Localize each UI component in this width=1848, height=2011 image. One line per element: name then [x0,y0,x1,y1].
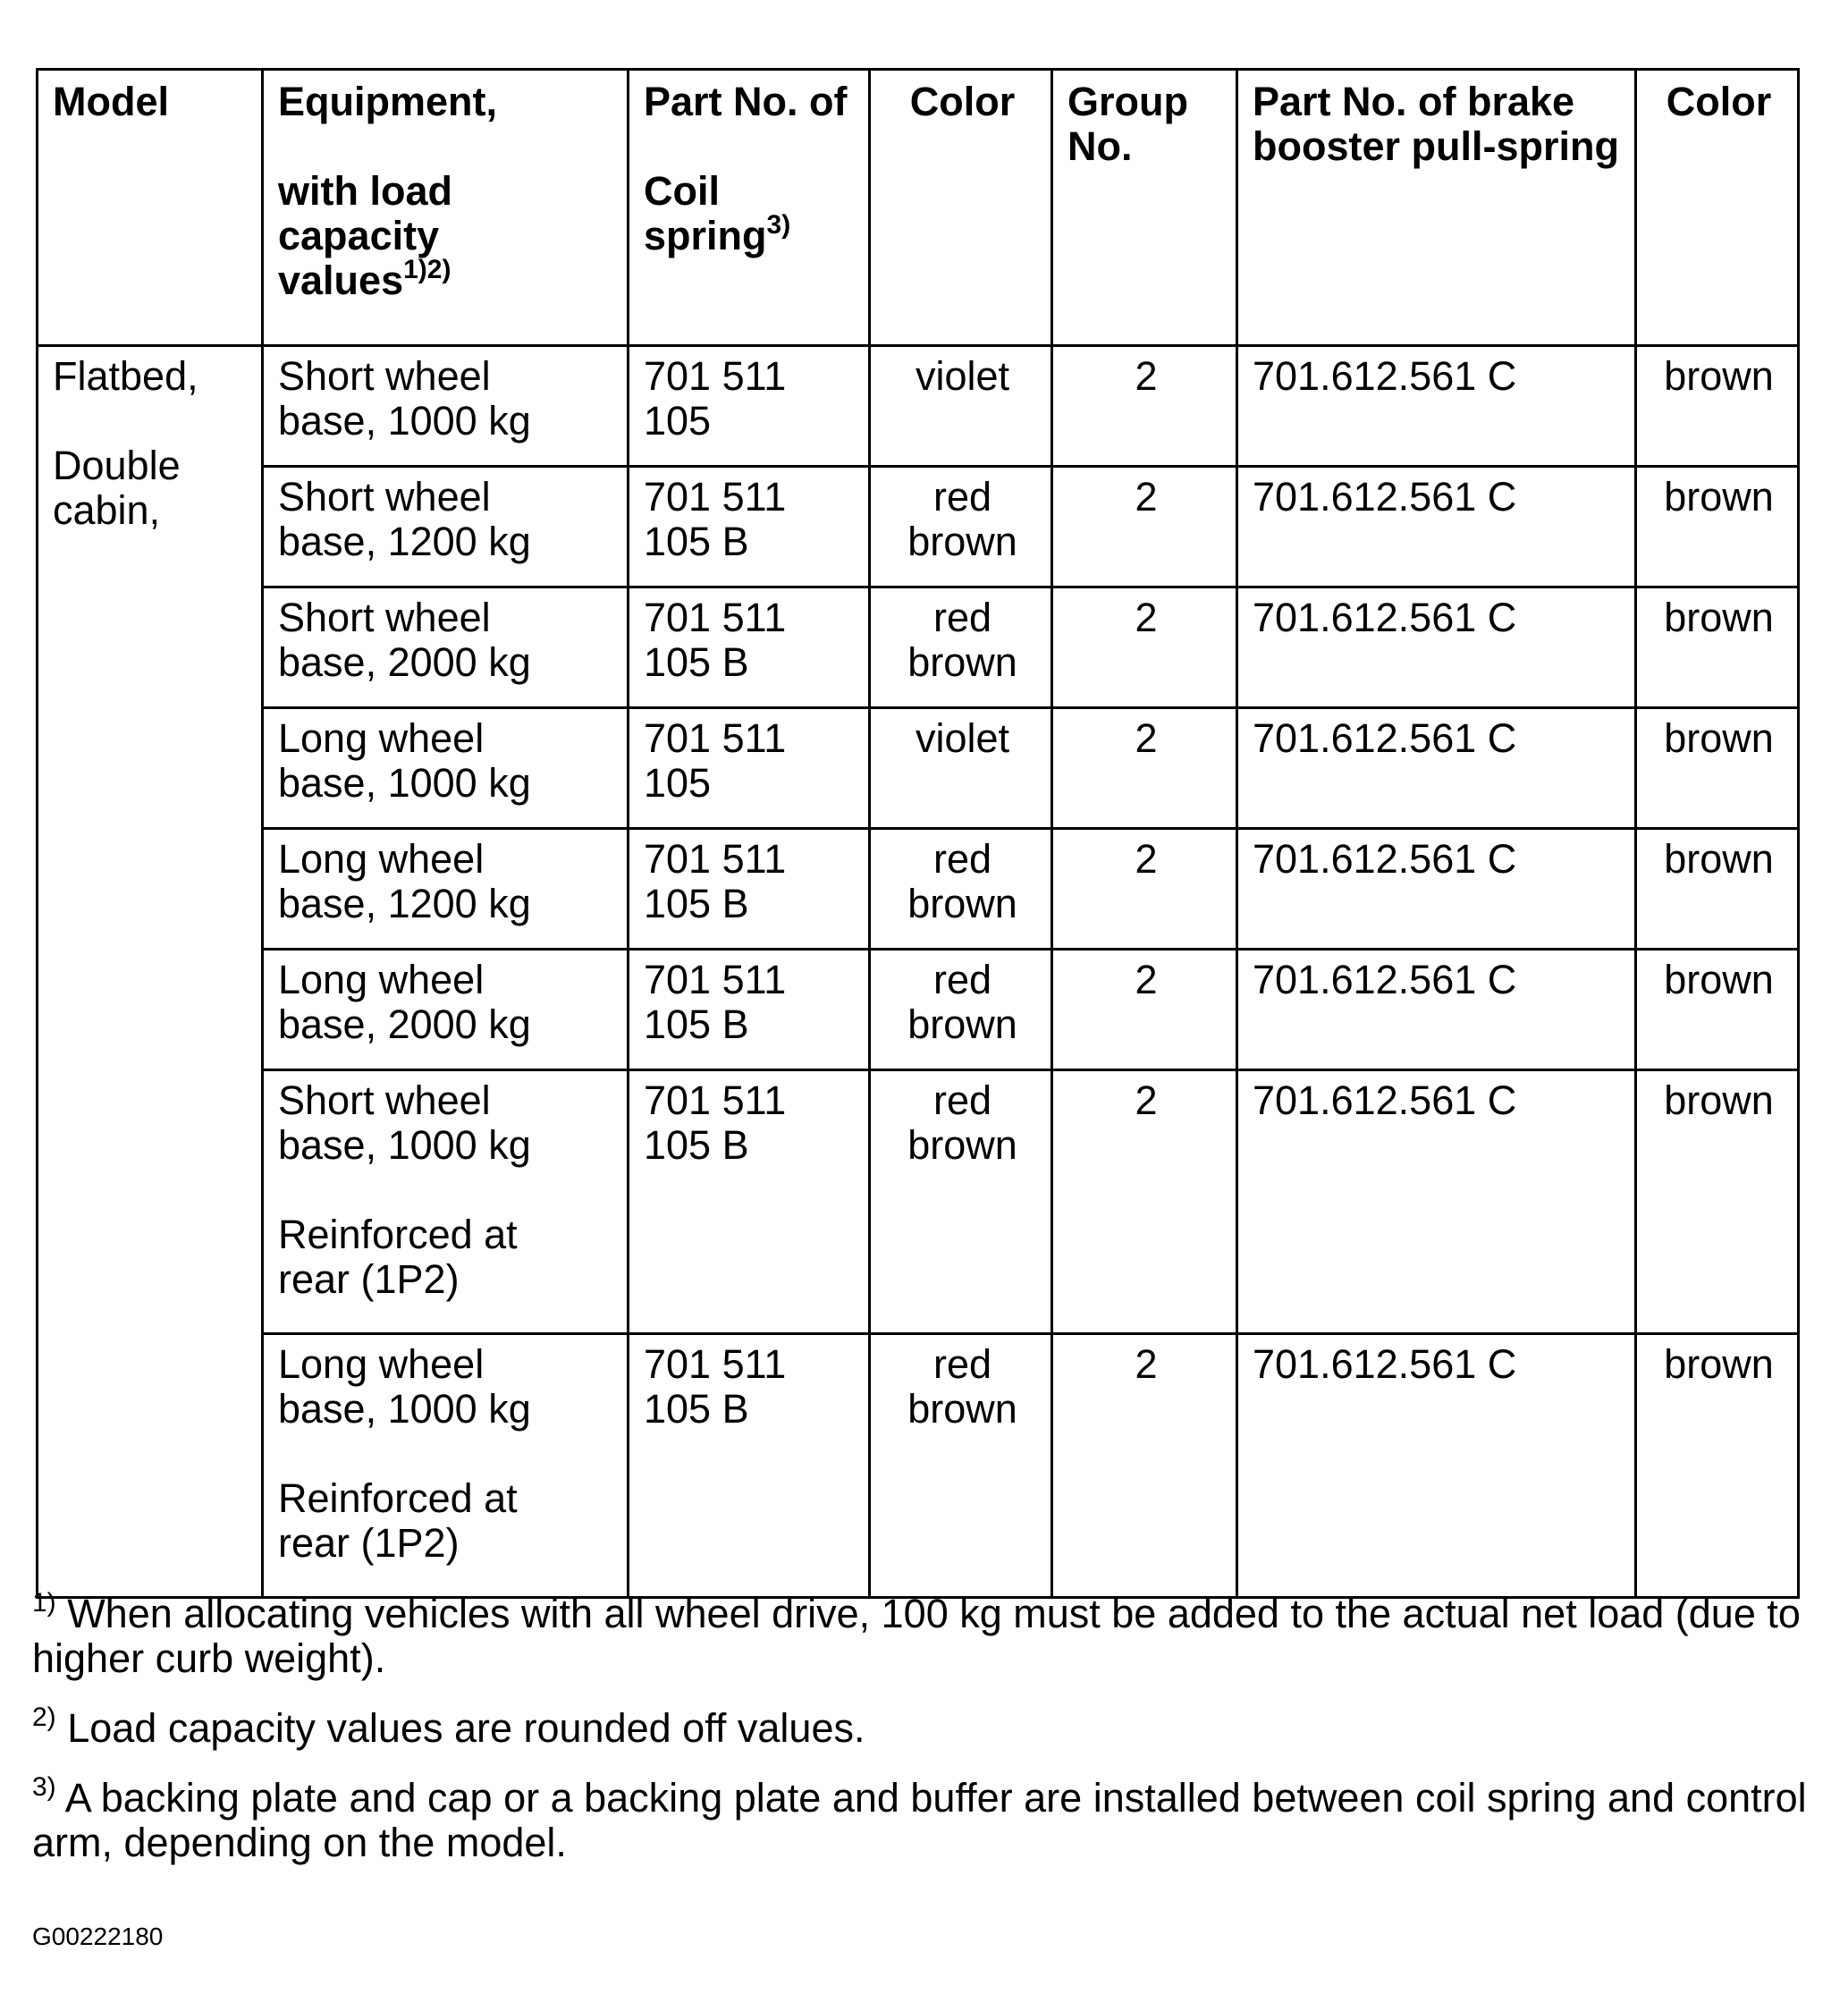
footnote-2-mark: 2) [32,1703,56,1732]
group-cell: 2 [1052,587,1237,708]
equipment-cell: Short wheel base, 1200 kg [263,467,629,587]
equipment-cell: Long wheel base, 1000 kg [263,708,629,829]
table-row [38,587,1799,708]
color2-cell: brown [1636,708,1799,829]
coil-spring-table [36,68,1800,1599]
header-group-label: Group No. [1067,79,1188,169]
part-cell: 701 511 105 [629,708,870,829]
group-cell: 2 [1052,1070,1237,1334]
color2-cell: brown [1636,950,1799,1070]
brake-part-cell: 701.612.561 C [1237,346,1636,467]
part-cell: 701 511 105 B [629,829,870,950]
brake-part-cell: 701.612.561 C [1237,1070,1636,1334]
table-row [38,346,1799,467]
model-line-1: Flatbed, [53,353,198,399]
footnote-3-mark: 3) [32,1772,56,1802]
equipment-cell: Long wheel base, 2000 kg [263,950,629,1070]
model-line-2: Double cabin, [53,443,181,533]
header-equipment-label: Equipment, [278,79,497,124]
figure-id: G00222180 [32,1922,164,1950]
table-row [38,467,1799,587]
header-color2-label: Color [1666,79,1772,124]
footnote-1-mark: 1) [32,1588,56,1618]
header-equipment [263,70,629,346]
color-cell: red brown [870,1070,1052,1334]
color-cell: red brown [870,950,1052,1070]
brake-part-cell: 701.612.561 C [1237,1334,1636,1598]
model-cell [38,346,263,1598]
header-color-label: Color [909,79,1016,124]
part-cell: 701 511 105 B [629,950,870,1070]
brake-part-cell: 701.612.561 C [1237,950,1636,1070]
header-brake-part-label: Part No. of brake booster pull-spring [1253,79,1619,169]
header-brake-part [1237,70,1636,346]
footnote-2-text: Load capacity values are rounded off values. [67,1705,865,1751]
color2-cell: brown [1636,829,1799,950]
footnote-1 [32,1588,1811,1681]
table-row [38,829,1799,950]
color2-cell: brown [1636,587,1799,708]
color2-cell: brown [1636,346,1799,467]
color-cell: red brown [870,587,1052,708]
footnote-3-text: A backing plate and cap or a backing plate and buffer are installed between coil spring and control arm, depending on the model. [32,1775,1807,1865]
color2-cell: brown [1636,1070,1799,1334]
table-header-row [38,70,1799,346]
header-model [38,70,263,346]
header-color [870,70,1052,346]
group-cell: 2 [1052,829,1237,950]
group-cell: 2 [1052,1334,1237,1598]
footnote-1-text: When allocating vehicles with all wheel drive, 100 kg must be added to the actual net load (due to higher curb weight). [32,1591,1801,1681]
equipment-cell: Long wheel base, 1200 kg [263,829,629,950]
footnote-2 [32,1703,1811,1751]
brake-part-cell: 701.612.561 C [1237,467,1636,587]
color2-cell: brown [1636,467,1799,587]
brake-part-cell: 701.612.561 C [1237,829,1636,950]
footnote-3 [32,1772,1811,1865]
equipment-cell: Short wheel base, 2000 kg [263,587,629,708]
header-group [1052,70,1237,346]
color-cell: red brown [870,467,1052,587]
table-row [38,950,1799,1070]
brake-part-cell: 701.612.561 C [1237,708,1636,829]
part-cell: 701 511 105 B [629,467,870,587]
table-row [38,1334,1799,1598]
group-cell: 2 [1052,708,1237,829]
equipment-cell: Short wheel base, 1000 kg Reinforced at rear (1P2) [263,1070,629,1334]
color-cell: red brown [870,1334,1052,1598]
equipment-cell: Long wheel base, 1000 kg Reinforced at rear (1P2) [263,1334,629,1598]
group-cell: 2 [1052,467,1237,587]
header-equipment-sublabel: with load capacity values [278,168,452,303]
header-model-label: Model [53,79,169,124]
part-cell: 701 511 105 B [629,587,870,708]
part-cell: 701 511 105 [629,346,870,467]
color-cell: violet [870,346,1052,467]
header-part-label: Part No. of [644,79,848,124]
header-part-footnote-mark: 3) [766,210,791,240]
color-cell: violet [870,708,1052,829]
group-cell: 2 [1052,950,1237,1070]
header-equipment-footnote-mark: 1)2) [403,255,451,284]
brake-part-cell: 701.612.561 C [1237,587,1636,708]
part-cell: 701 511 105 B [629,1070,870,1334]
header-part-sublabel: Coil spring [644,168,767,258]
color2-cell: brown [1636,1334,1799,1598]
footnotes [32,1588,1811,1890]
table-row [38,708,1799,829]
header-color2 [1636,70,1799,346]
equipment-cell: Short wheel base, 1000 kg [263,346,629,467]
color-cell: red brown [870,829,1052,950]
table-row [38,1070,1799,1334]
part-cell: 701 511 105 B [629,1334,870,1598]
header-part-no [629,70,870,346]
group-cell: 2 [1052,346,1237,467]
